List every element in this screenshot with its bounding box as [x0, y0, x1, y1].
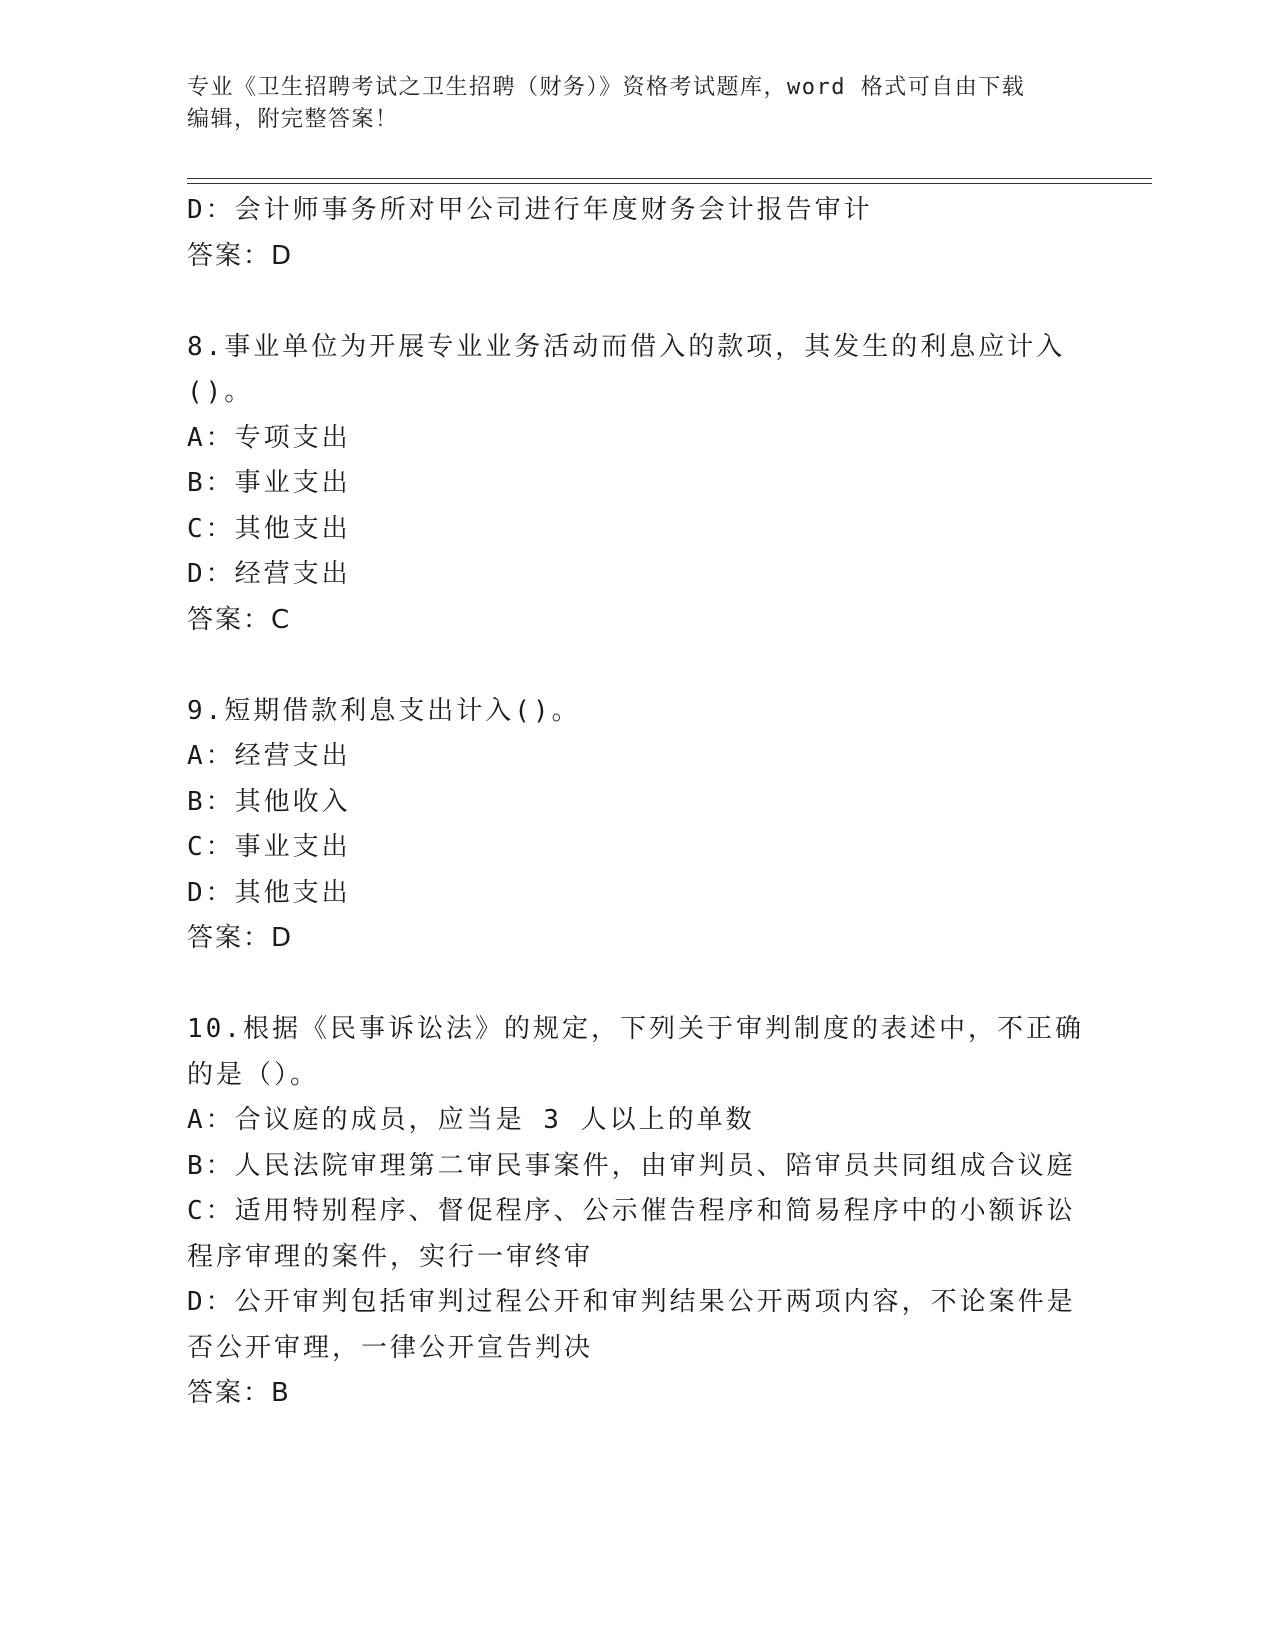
prev-option-d: D：会计师事务所对甲公司进行年度财务会计报告审计 [187, 195, 873, 225]
spacer [187, 962, 1087, 1008]
q10-option-a: A：合议庭的成员，应当是 3 人以上的单数 [187, 1105, 755, 1135]
q8-stem-line-1: 8.事业单位为开展专业业务活动而借入的款项，其发生的利息应计入 [187, 331, 1066, 362]
spacer [187, 643, 1087, 689]
question-list [187, 188, 1087, 1417]
spacer [187, 279, 1087, 325]
q10-option-c-line-1: C：适用特别程序、督促程序、公示催告程序和简易程序中的小额诉讼 [187, 1196, 1076, 1226]
q10-stem-line-1: 10.根据《民事诉讼法》的规定，下列关于审判制度的表述中，不正确 [187, 1014, 1084, 1044]
header-rule-top [187, 178, 1152, 179]
q9-option-a: A：经营支出 [187, 741, 351, 771]
q9-option-d: D：其他支出 [187, 877, 351, 908]
q8-stem-line-2: ()。 [187, 377, 254, 407]
q10-option-c-line-2: 程序审理的案件，实行一审终审 [187, 1241, 594, 1272]
header-line-1: 专业《卫生招聘考试之卫生招聘（财务）》资格考试题库，word 格式可自由下载 [187, 75, 1026, 100]
q9-option-c: C：事业支出 [187, 832, 351, 862]
document-header [187, 72, 1087, 136]
q9-stem-line-1: 9.短期借款利息支出计入()。 [187, 695, 581, 726]
q8-option-a: A：专项支出 [187, 422, 351, 453]
q8-option-b: B：事业支出 [187, 468, 351, 498]
q10-answer: 答案：B [187, 1378, 291, 1408]
q9-answer: 答案：D [187, 923, 294, 953]
header-rule-bottom [187, 183, 1152, 184]
q8-option-c: C：其他支出 [187, 513, 351, 544]
q8-answer: 答案：C [187, 604, 292, 635]
header-line-2: 编辑，附完整答案！ [187, 107, 399, 132]
q8-option-d: D：经营支出 [187, 559, 351, 589]
q10-option-b: B：人民法院审理第二审民事案件，由审判员、陪审员共同组成合议庭 [187, 1150, 1076, 1181]
prev-answer: 答案：D [187, 240, 294, 271]
q10-option-d-line-2: 否公开审理，一律公开宣告判决 [187, 1332, 594, 1363]
q10-option-d-line-1: D：公开审判包括审判过程公开和审判结果公开两项内容，不论案件是 [187, 1287, 1076, 1317]
q10-stem-line-2: 的是（）。 [187, 1059, 320, 1090]
q9-option-b: B：其他收入 [187, 786, 351, 817]
